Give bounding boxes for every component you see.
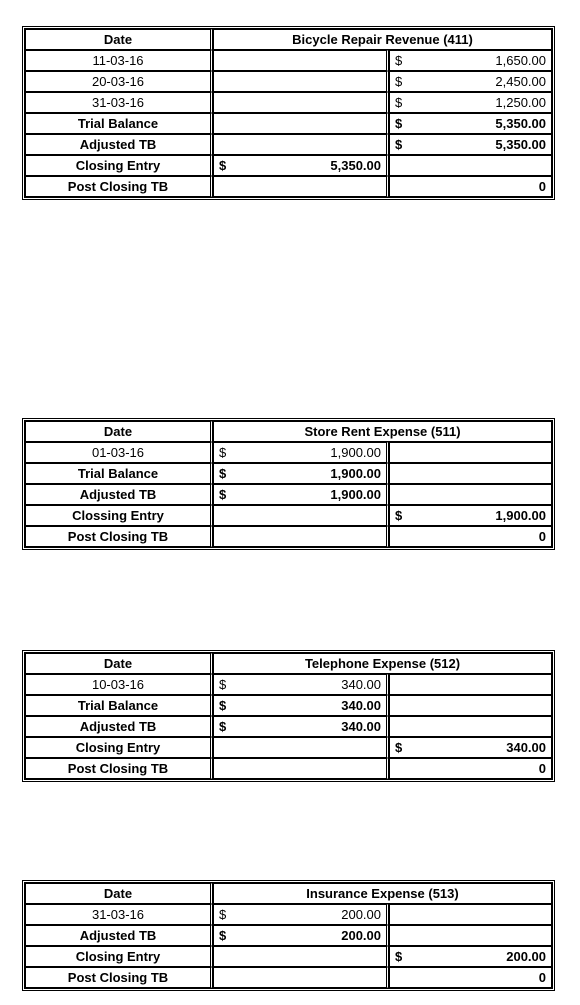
debit-currency: $ — [219, 487, 227, 502]
credit-currency: $ — [395, 53, 403, 68]
debit-currency: $ — [219, 677, 227, 692]
table-row — [25, 904, 552, 925]
table-row — [25, 484, 552, 505]
credit-amount: 2,450.00 — [495, 74, 546, 89]
credit-amount: 340.00 — [506, 740, 546, 755]
ledger-bicycle-repair-revenue — [22, 26, 555, 200]
credit-currency: $ — [395, 508, 403, 523]
debit-amount: 1,900.00 — [330, 487, 381, 502]
credit-cell — [389, 92, 552, 113]
table-row — [25, 442, 552, 463]
credit-cell — [389, 946, 552, 967]
row-label: Post Closing TB — [25, 967, 213, 988]
credit-amount: 5,350.00 — [495, 116, 546, 131]
debit-currency: $ — [219, 466, 227, 481]
credit-amount: 5,350.00 — [495, 137, 546, 152]
row-label: Adjusted TB — [25, 134, 213, 155]
row-label: Post Closing TB — [25, 526, 213, 547]
account-title: Telephone Expense (512) — [213, 653, 552, 674]
table-row — [25, 526, 552, 547]
table-row — [25, 946, 552, 967]
credit-currency: $ — [395, 740, 403, 755]
debit-currency: $ — [219, 698, 227, 713]
debit-cell — [213, 904, 389, 925]
date-header: Date — [25, 29, 213, 50]
table-row — [25, 463, 552, 484]
table-row — [25, 71, 552, 92]
account-title: Bicycle Repair Revenue (411) — [213, 29, 552, 50]
credit-cell — [389, 674, 552, 695]
table-row — [25, 176, 552, 197]
table-row — [25, 674, 552, 695]
table-row — [25, 716, 552, 737]
credit-cell — [389, 442, 552, 463]
row-label: Trial Balance — [25, 463, 213, 484]
debit-cell — [213, 71, 389, 92]
debit-cell — [213, 967, 389, 988]
row-label: Closing Entry — [25, 737, 213, 758]
row-label: 31-03-16 — [25, 92, 213, 113]
table-row — [25, 967, 552, 988]
credit-amount: 0 — [389, 176, 552, 197]
credit-currency: $ — [395, 95, 403, 110]
debit-cell — [213, 925, 389, 946]
row-label: Adjusted TB — [25, 925, 213, 946]
row-label: Post Closing TB — [25, 758, 213, 779]
credit-amount: 1,900.00 — [495, 508, 546, 523]
ledger-header-row — [25, 421, 552, 442]
credit-cell — [389, 737, 552, 758]
table-row — [25, 505, 552, 526]
credit-cell — [389, 505, 552, 526]
debit-cell — [213, 716, 389, 737]
credit-cell — [389, 695, 552, 716]
row-label: Adjusted TB — [25, 484, 213, 505]
account-title: Insurance Expense (513) — [213, 883, 552, 904]
credit-cell — [389, 71, 552, 92]
ledger-header-row — [25, 29, 552, 50]
ledger-header-row — [25, 883, 552, 904]
credit-cell — [389, 463, 552, 484]
debit-cell — [213, 463, 389, 484]
debit-cell — [213, 758, 389, 779]
table-row — [25, 50, 552, 71]
debit-cell — [213, 155, 389, 176]
row-label: 10-03-16 — [25, 674, 213, 695]
credit-amount: 1,250.00 — [495, 95, 546, 110]
credit-currency: $ — [395, 949, 403, 964]
credit-amount: 0 — [389, 967, 552, 988]
credit-amount: 200.00 — [506, 949, 546, 964]
debit-cell — [213, 946, 389, 967]
table-row — [25, 134, 552, 155]
table-row — [25, 695, 552, 716]
debit-cell — [213, 113, 389, 134]
debit-cell — [213, 442, 389, 463]
row-label: Adjusted TB — [25, 716, 213, 737]
debit-currency: $ — [219, 445, 227, 460]
debit-cell — [213, 505, 389, 526]
row-label: 01-03-16 — [25, 442, 213, 463]
row-label: Clossing Entry — [25, 505, 213, 526]
account-title: Store Rent Expense (511) — [213, 421, 552, 442]
credit-cell — [389, 716, 552, 737]
debit-amount: 200.00 — [341, 928, 381, 943]
credit-cell — [389, 155, 552, 176]
credit-cell — [389, 925, 552, 946]
debit-amount: 1,900.00 — [330, 466, 381, 481]
row-label: 20-03-16 — [25, 71, 213, 92]
table-row — [25, 92, 552, 113]
date-header: Date — [25, 421, 213, 442]
debit-amount: 340.00 — [341, 698, 381, 713]
table-row — [25, 737, 552, 758]
credit-amount: 1,650.00 — [495, 53, 546, 68]
debit-cell — [213, 50, 389, 71]
row-label: Post Closing TB — [25, 176, 213, 197]
ledger-insurance-expense — [22, 880, 555, 991]
credit-amount: 0 — [389, 526, 552, 547]
debit-cell — [213, 92, 389, 113]
row-label: Trial Balance — [25, 695, 213, 716]
debit-amount: 5,350.00 — [330, 158, 381, 173]
debit-cell — [213, 484, 389, 505]
debit-cell — [213, 176, 389, 197]
row-label: Trial Balance — [25, 113, 213, 134]
debit-amount: 340.00 — [341, 677, 381, 692]
debit-amount: 200.00 — [341, 907, 381, 922]
table-row — [25, 113, 552, 134]
debit-currency: $ — [219, 158, 227, 173]
table-row — [25, 925, 552, 946]
credit-currency: $ — [395, 137, 403, 152]
credit-currency: $ — [395, 116, 403, 131]
row-label: Closing Entry — [25, 155, 213, 176]
credit-amount: 0 — [389, 758, 552, 779]
credit-cell — [389, 113, 552, 134]
row-label: 11-03-16 — [25, 50, 213, 71]
date-header: Date — [25, 883, 213, 904]
debit-cell — [213, 695, 389, 716]
debit-currency: $ — [219, 928, 227, 943]
date-header: Date — [25, 653, 213, 674]
debit-cell — [213, 674, 389, 695]
ledger-header-row — [25, 653, 552, 674]
table-row — [25, 155, 552, 176]
debit-cell — [213, 737, 389, 758]
credit-cell — [389, 484, 552, 505]
table-row — [25, 758, 552, 779]
credit-cell — [389, 50, 552, 71]
credit-currency: $ — [395, 74, 403, 89]
debit-amount: 1,900.00 — [330, 445, 381, 460]
row-label: 31-03-16 — [25, 904, 213, 925]
credit-cell — [389, 904, 552, 925]
debit-currency: $ — [219, 719, 227, 734]
ledger-telephone-expense — [22, 650, 555, 782]
debit-amount: 340.00 — [341, 719, 381, 734]
debit-currency: $ — [219, 907, 227, 922]
debit-cell — [213, 134, 389, 155]
debit-cell — [213, 526, 389, 547]
credit-cell — [389, 134, 552, 155]
ledger-store-rent-expense — [22, 418, 555, 550]
row-label: Closing Entry — [25, 946, 213, 967]
